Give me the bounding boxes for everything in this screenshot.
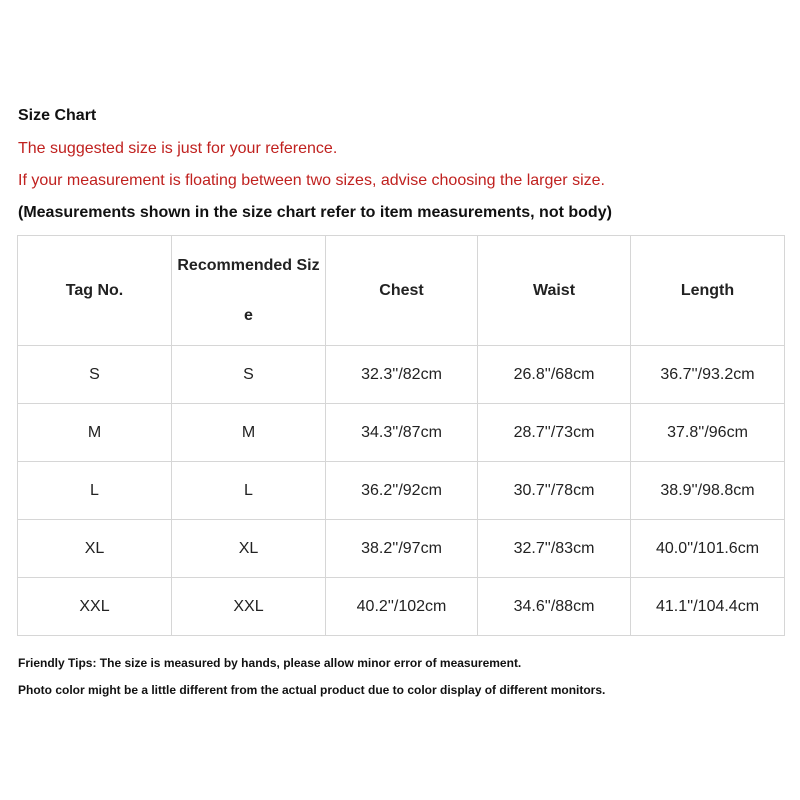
header-tag-no: Tag No. bbox=[18, 236, 172, 346]
header-waist: Waist bbox=[478, 236, 631, 346]
table-row bbox=[18, 578, 785, 636]
cell-chest: 40.2''/102cm bbox=[326, 578, 478, 636]
table-row bbox=[18, 520, 785, 578]
page-title: Size Chart bbox=[18, 107, 97, 124]
cell-waist: 26.8''/68cm bbox=[478, 346, 631, 404]
cell-waist: 32.7''/83cm bbox=[478, 520, 631, 578]
table-row bbox=[18, 404, 785, 462]
header-recommended-size: Recommended Size bbox=[172, 236, 326, 346]
cell-chest: 34.3''/87cm bbox=[326, 404, 478, 462]
cell-waist: 28.7''/73cm bbox=[478, 404, 631, 462]
cell-length: 37.8''/96cm bbox=[631, 404, 785, 462]
header-length: Length bbox=[631, 236, 785, 346]
cell-length: 38.9''/98.8cm bbox=[631, 462, 785, 520]
measurement-note: (Measurements shown in the size chart refer to item measurements, not body) bbox=[18, 204, 612, 221]
cell-tag-no: L bbox=[18, 462, 172, 520]
table-row bbox=[18, 346, 785, 404]
size-table bbox=[17, 235, 785, 636]
cell-length: 41.1''/104.4cm bbox=[631, 578, 785, 636]
cell-recommended-size: L bbox=[172, 462, 326, 520]
cell-length: 40.0''/101.6cm bbox=[631, 520, 785, 578]
cell-tag-no: XL bbox=[18, 520, 172, 578]
cell-recommended-size: XXL bbox=[172, 578, 326, 636]
cell-chest: 38.2''/97cm bbox=[326, 520, 478, 578]
cell-length: 36.7''/93.2cm bbox=[631, 346, 785, 404]
cell-waist: 30.7''/78cm bbox=[478, 462, 631, 520]
cell-recommended-size: XL bbox=[172, 520, 326, 578]
friendly-tip: Friendly Tips: The size is measured by hands, please allow minor error of measurement. bbox=[18, 656, 522, 670]
cell-tag-no: S bbox=[18, 346, 172, 404]
header-chest: Chest bbox=[326, 236, 478, 346]
cell-waist: 34.6''/88cm bbox=[478, 578, 631, 636]
cell-chest: 32.3''/82cm bbox=[326, 346, 478, 404]
cell-tag-no: M bbox=[18, 404, 172, 462]
cell-recommended-size: M bbox=[172, 404, 326, 462]
cell-chest: 36.2''/92cm bbox=[326, 462, 478, 520]
table-row bbox=[18, 462, 785, 520]
color-tip: Photo color might be a little different from the actual product due to color display of different monitors. bbox=[18, 683, 606, 697]
cell-recommended-size: S bbox=[172, 346, 326, 404]
larger-size-note: If your measurement is floating between two sizes, advise choosing the larger size. bbox=[18, 172, 605, 189]
reference-note: The suggested size is just for your reference. bbox=[18, 140, 338, 157]
cell-tag-no: XXL bbox=[18, 578, 172, 636]
table-header-row bbox=[18, 236, 785, 346]
